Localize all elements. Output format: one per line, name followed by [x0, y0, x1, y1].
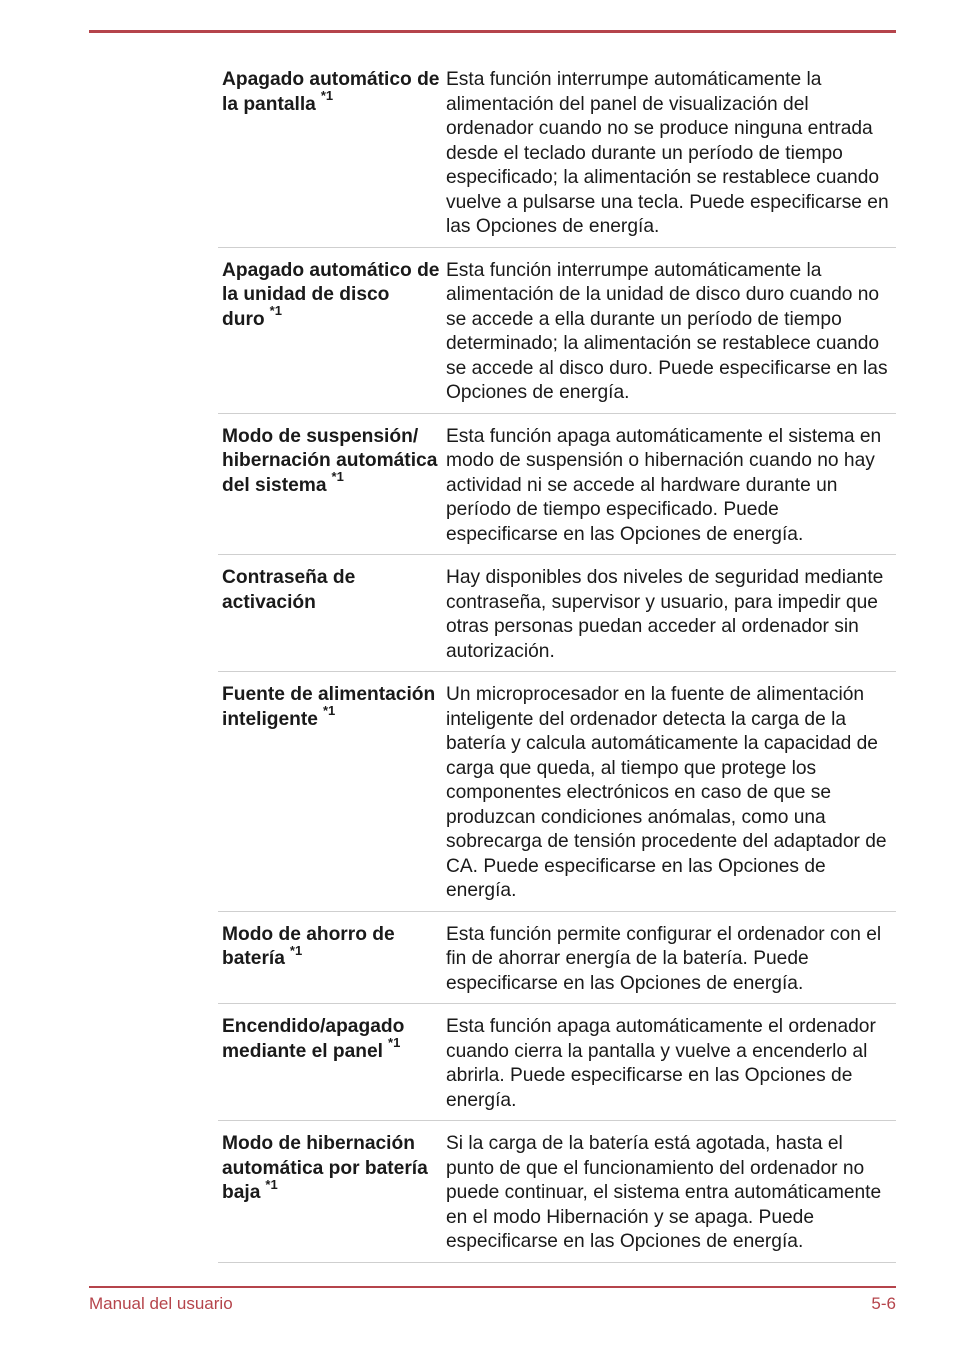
page-number: 5-6	[871, 1294, 896, 1313]
footnote-marker: *1	[322, 703, 336, 719]
feature-term: Modo de hibernación automática por batería baja $^{*1}$	[222, 1133, 428, 1203]
feature-description: Hay disponibles dos niveles de seguridad mediante contraseña, supervisor y usuario, para impedir que otras personas puedan acceder al ordenador sin autorización.	[446, 567, 884, 662]
table-row	[218, 679, 896, 912]
table-row	[218, 919, 896, 1005]
footer-manual-title: Manual del usuario	[89, 1294, 233, 1313]
feature-description: Esta función interrumpe automáticamente la alimentación del panel de visualización del ordenador cuando no se produce ninguna entrada desde el teclado durante un período de tiempo especificado; la alimentación se restablece cuando vuelve a pulsarse una tecla. Puede especificarse en las Opciones de energía.	[446, 69, 889, 237]
feature-term: Apagado automático de la unidad de disco duro $^{*1}$	[222, 259, 440, 330]
feature-description: Esta función permite configurar el ordenador con el fin de ahorrar energía de la batería. Puede especificarse en las Opciones de energía.	[446, 923, 882, 994]
table-row	[218, 1128, 896, 1263]
features-table	[218, 64, 896, 1270]
table-row	[218, 562, 896, 672]
feature-term: Contraseña de activación	[222, 567, 356, 613]
table-row	[218, 255, 896, 414]
footnote-marker: *1	[320, 88, 334, 104]
footnote-marker: *1	[388, 1035, 401, 1051]
feature-description: Esta función apaga automáticamente el sistema en modo de suspensión o hibernación cuando no hay actividad ni se accede al hardware durante un período de tiempo especificado. Puede especificarse en las Opciones de energía.	[446, 425, 882, 545]
footnote-marker: *1	[289, 942, 303, 958]
table-row	[218, 421, 896, 556]
feature-term: Encendido/apagado mediante el panel $^{*1}$	[222, 1016, 405, 1062]
feature-description: Si la carga de la batería está agotada, hasta el punto de que el funcionamiento del ordenador no puede continuar, el sistema entra automáticamente en el modo Hibernación y se apaga. Puede especificarse en las Opciones de energía.	[446, 1133, 882, 1252]
feature-term: Modo de suspensión/ hibernación automática del sistema $^{*1}$	[222, 425, 438, 496]
table-row	[218, 64, 896, 248]
footnote-marker: *1	[269, 303, 282, 319]
footnote-marker: *1	[331, 469, 344, 485]
feature-description: Esta función interrumpe automáticamente la alimentación de la unidad de disco duro cuando no se accede a ella durante un período de tiempo determinado; la alimentación se restablece cuando se accede al disco duro. Puede especificarse en las Opciones de energía.	[446, 259, 888, 403]
feature-description: Un microprocesador en la fuente de alimentación inteligente del ordenador detecta la carga de la batería y calcula automáticamente la capacidad de carga que queda, al tiempo que protege los componentes electrónicos en caso de que se produzcan condiciones anómalas, como una sobrecarga de tensión procedente del adaptador de CA. Puede especificarse en las Opciones de energía.	[446, 684, 887, 901]
feature-description: Esta función apaga automáticamente el ordenador cuando cierra la pantalla y vuelve a encenderlo al abrirla. Puede especificarse en las Opciones de energía.	[446, 1016, 876, 1111]
feature-term: Fuente de alimentación inteligente $^{*1}$	[222, 684, 436, 730]
footer-rule	[89, 1286, 896, 1288]
feature-term: Apagado automático de la pantalla $^{*1}$	[222, 69, 440, 115]
footnote-marker: *1	[265, 1176, 278, 1192]
feature-term: Modo de ahorro de batería $^{*1}$	[222, 923, 395, 969]
table-row	[218, 1011, 896, 1121]
header-rule	[89, 30, 896, 33]
